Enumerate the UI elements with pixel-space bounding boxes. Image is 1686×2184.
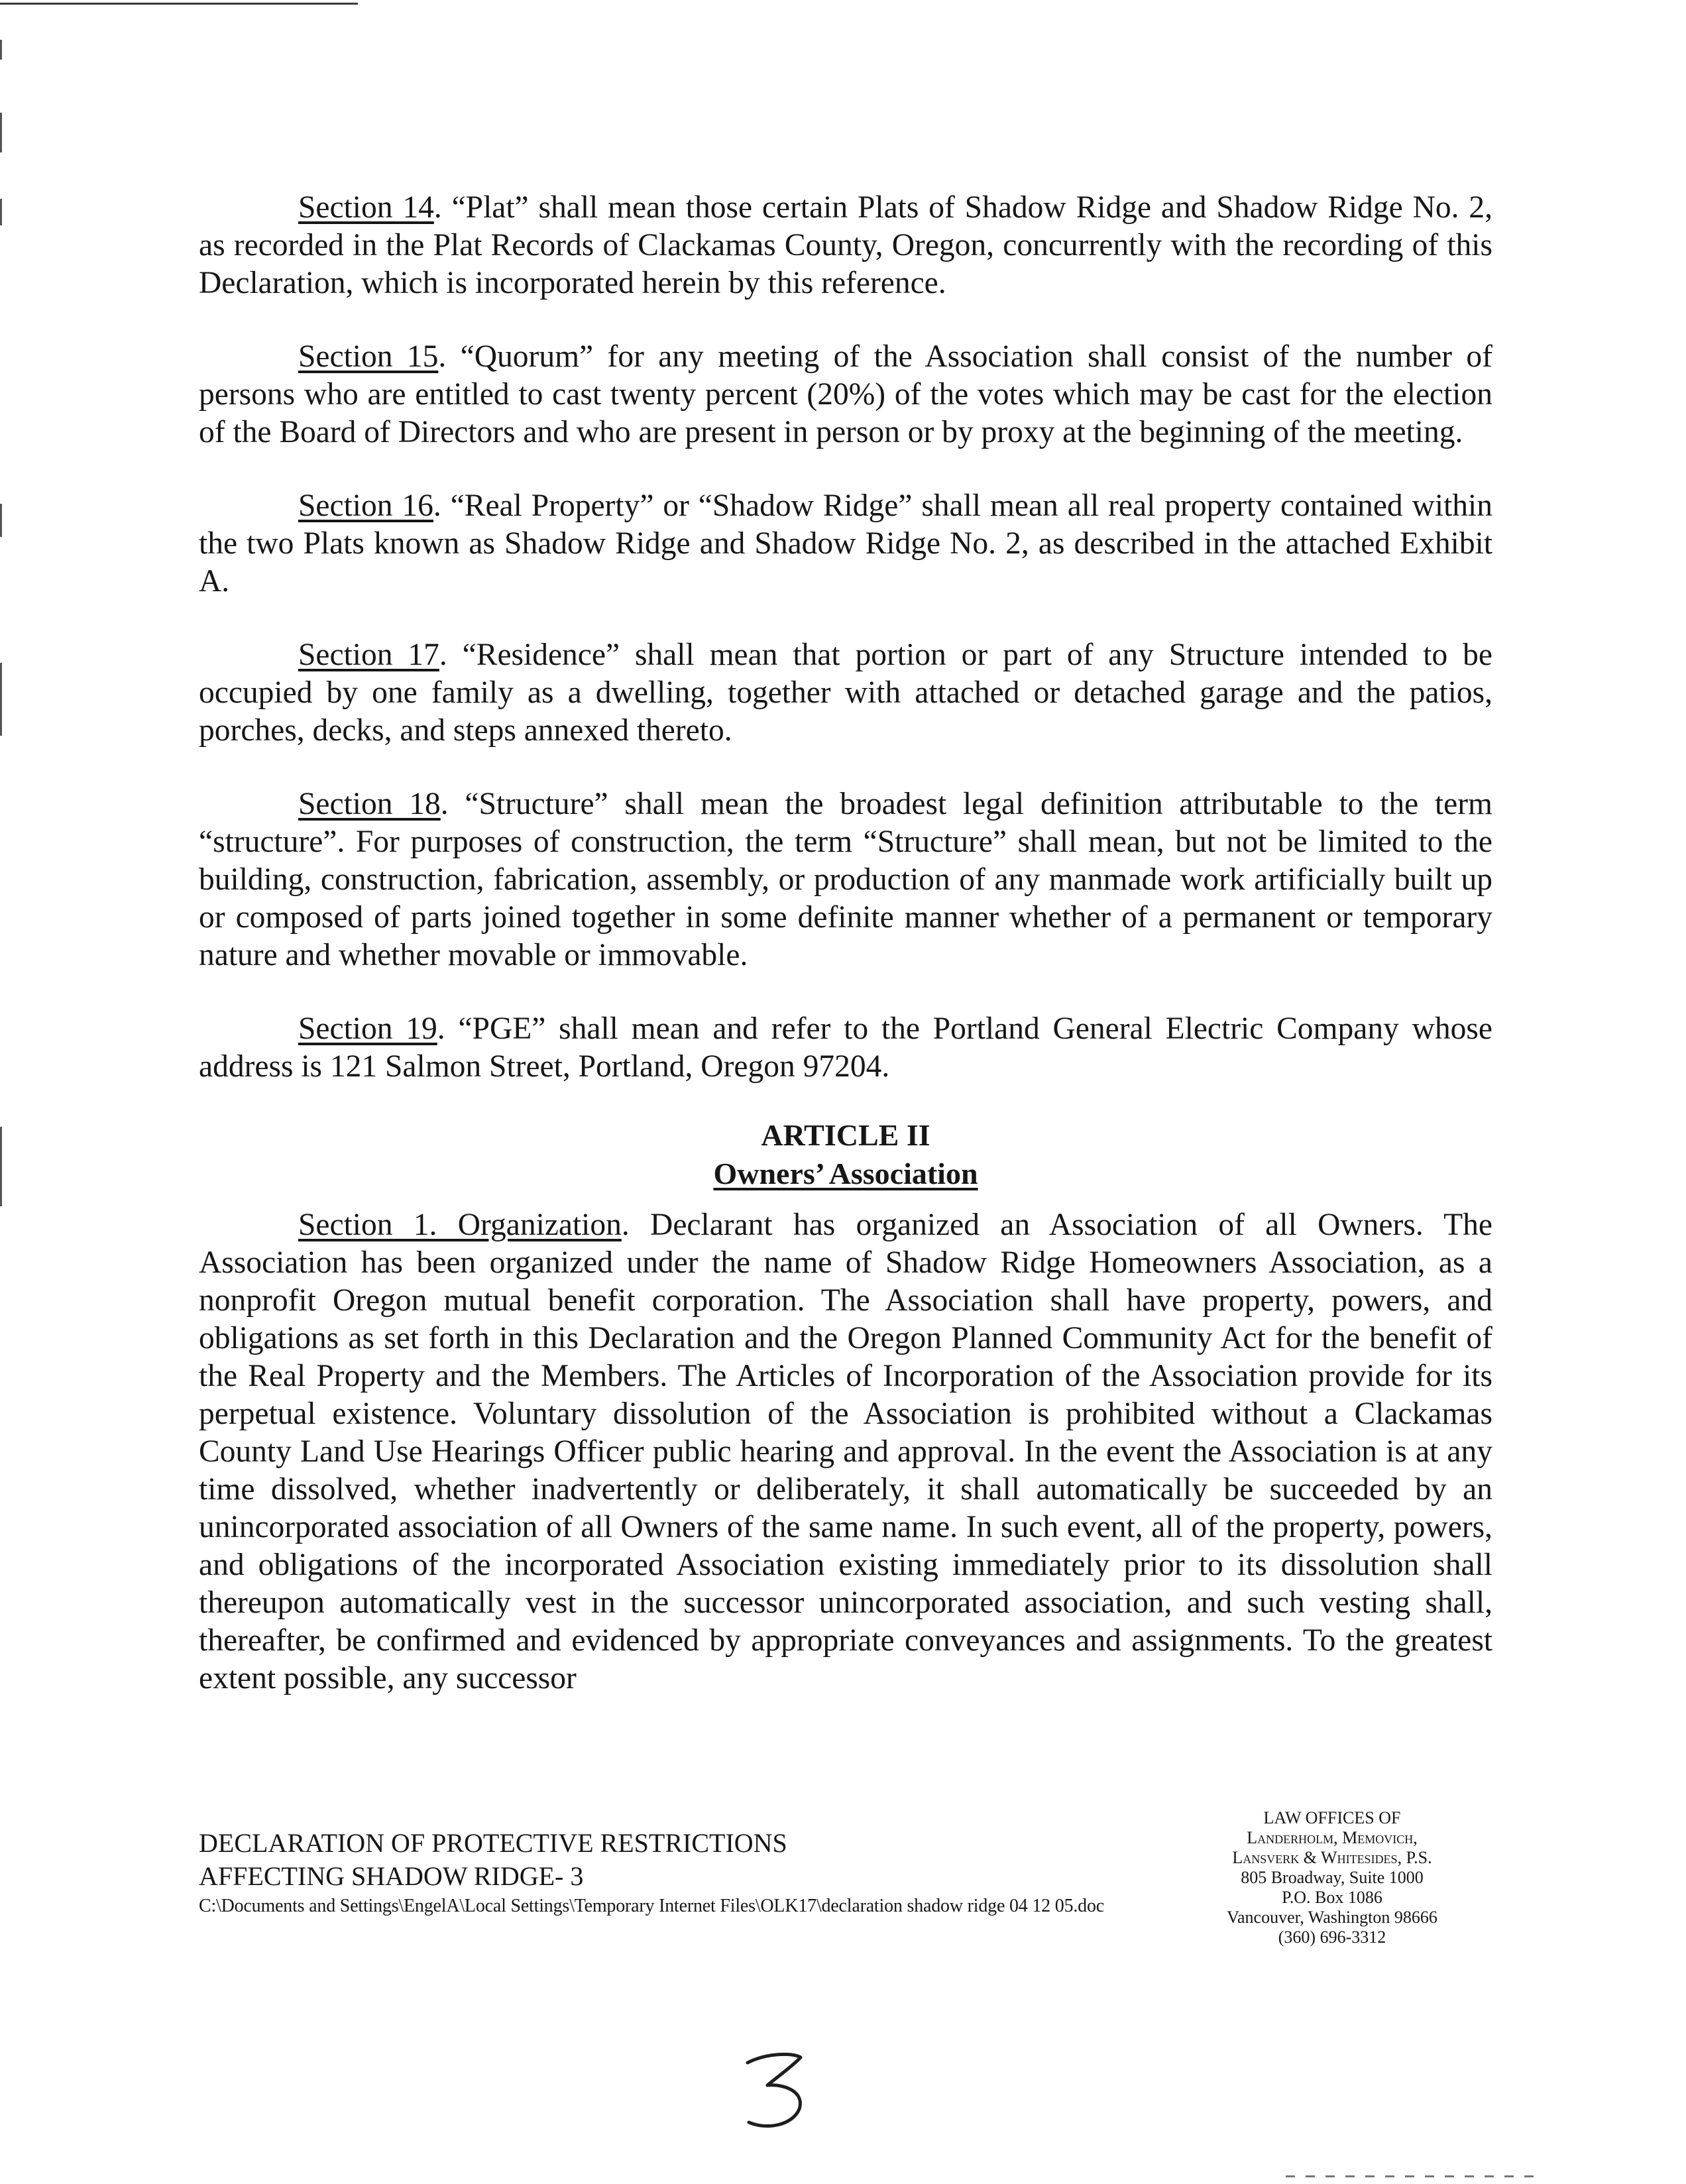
section-label: Section 1. Organization [298, 1208, 622, 1242]
section-label: Section 15 [298, 339, 439, 374]
section-17-paragraph [199, 636, 1492, 750]
scan-edge-mark [0, 504, 2, 537]
footer-title-line-2: AFFECTING SHADOW RIDGE- 3 [199, 1861, 584, 1891]
section-label: Section 16 [298, 489, 433, 523]
firm-line: Lansverk & Whitesides, P.S. [1232, 1848, 1432, 1867]
section-label: Section 18 [298, 787, 441, 821]
section-text: . “Plat” shall mean those certain Plats of Shadow Ridge and Shadow Ridge No. 2, as recorded in the Plat Records of Clackamas County, Oregon, concurrently with the recording of this Declaration, which is incorporated herein by this reference. [199, 190, 1492, 300]
firm-line: Landerholm, Memovich, [1247, 1828, 1418, 1847]
section-label: Section 14 [298, 190, 434, 225]
scan-edge-mark [0, 199, 2, 225]
section-16-paragraph [199, 487, 1492, 601]
article-subtitle: Owners’ Association [713, 1157, 978, 1190]
footer-title-line-1: DECLARATION OF PROTECTIVE RESTRICTIONS [199, 1828, 787, 1858]
section-18-paragraph [199, 785, 1492, 974]
handwritten-page-number [736, 2048, 815, 2134]
article-heading [199, 1116, 1492, 1193]
footer-file-path: C:\Documents and Settings\EngelA\Local Settings\Temporary Internet Files\OLK17\declaration shadow ridge 04 12 05.doc [199, 1896, 1104, 1916]
section-text: . “Structure” shall mean the broadest legal definition attributable to the term “structure”. For purposes of construction, the term “Structure” shall mean, but not be limited to the building, construction, fabrication, assembly, or production of any manmade work artificially built up or composed of parts joined together in some definite manner whether of a permanent or temporary nature and whether movable or immovable. [199, 787, 1492, 972]
footer-law-office-block [1186, 1808, 1478, 1947]
section-label: Section 17 [298, 638, 439, 672]
section-label: Section 19 [298, 1011, 437, 1046]
scan-edge-line [0, 3, 358, 5]
scan-edge-mark [0, 1127, 2, 1206]
section-text: . “Residence” shall mean that portion or part of any Structure intended to be occupied by one family as a dwelling, together with attached or detached garage and the patios, porches, decks, and steps annexed thereto. [199, 638, 1492, 748]
section-text: . Declarant has organized an Association of all Owners. The Association has been organized under the name of Shadow Ridge Homeowners Association, as a nonprofit Oregon mutual benefit corporation. The Association shall have property, powers, and obligations as set forth in this Declaration and the Oregon Planned Community Act for the benefit of the Real Property and the Members. The Articles of Incorporation of the Association provide for its perpetual existence. Voluntary dissolution of the Association is prohibited without a Clackamas County Land Use Hearings Officer public hearing and approval. In the event the Association is at any time dissolved, whether inadvertently or deliberately, it shall automatically be succeeded by an unincorporated association of all Owners of the same name. In such event, all of the property, powers, and obligations of the incorporated Association existing immediately prior to its dissolution shall thereupon automatically vest in the successor unincorporated association, and such vesting shall, thereafter, be confirmed and evidenced by appropriate conveyances and assignments. To the greatest extent possible, any successor [199, 1208, 1492, 1695]
section-14-paragraph [199, 189, 1492, 302]
document-body [199, 189, 1492, 1697]
scan-edge-mark [0, 113, 2, 152]
footer-document-info [199, 1827, 1104, 1920]
scan-speckle [1286, 2175, 1538, 2177]
scan-edge-mark [0, 663, 2, 736]
firm-line: P.O. Box 1086 [1282, 1888, 1382, 1907]
section-text: . “Quorum” for any meeting of the Association shall consist of the number of persons who are entitled to cast twenty percent (20%) of the votes which may be cast for the election of the Board of Directors and who are present in person or by proxy at the beginning of the meeting. [199, 339, 1492, 449]
article-title: ARTICLE II [761, 1118, 930, 1152]
section-19-paragraph [199, 1010, 1492, 1086]
firm-line: 805 Broadway, Suite 1000 [1241, 1868, 1424, 1887]
section-text: . “Real Property” or “Shadow Ridge” shall mean all real property contained within the two Plats known as Shadow Ridge and Shadow Ridge No. 2, as described in the attached Exhibit A. [199, 489, 1492, 599]
firm-line: (360) 696-3312 [1278, 1927, 1386, 1947]
firm-line: Vancouver, Washington 98666 [1227, 1908, 1437, 1927]
organization-paragraph [199, 1206, 1492, 1697]
scan-edge-mark [0, 40, 2, 60]
section-15-paragraph [199, 338, 1492, 451]
firm-line: LAW OFFICES OF [1263, 1808, 1401, 1827]
section-text: . “PGE” shall mean and refer to the Portland General Electric Company whose address is 121 Salmon Street, Portland, Oregon 97204. [199, 1011, 1492, 1084]
